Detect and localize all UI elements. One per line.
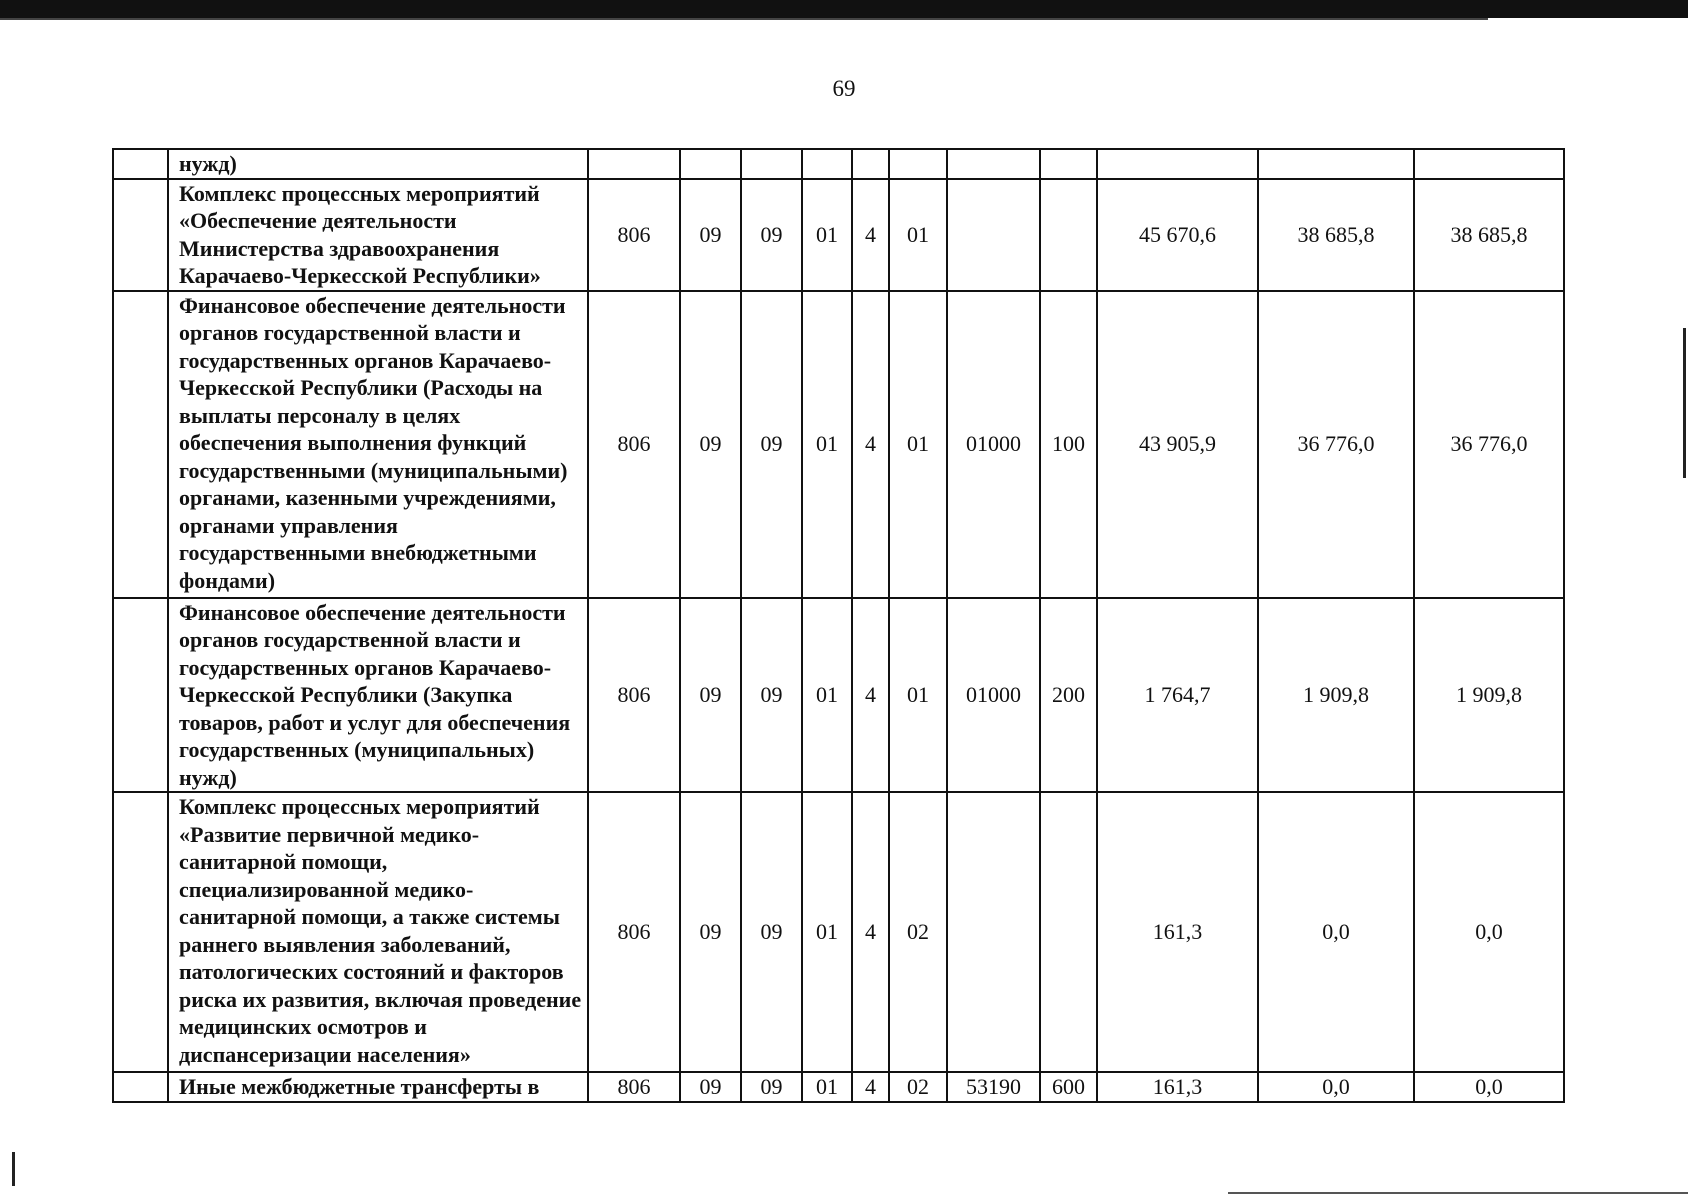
expense-type-cell: 200 xyxy=(1040,598,1097,793)
expense-type-cell xyxy=(1040,179,1097,291)
expense-type-cell: 600 xyxy=(1040,1072,1097,1102)
ministry-code-cell xyxy=(588,149,680,179)
expense-type-cell: 100 xyxy=(1040,291,1097,598)
subsection-code-cell: 09 xyxy=(741,598,802,793)
amount-year1-cell: 161,3 xyxy=(1097,792,1258,1072)
subsection-code-cell: 09 xyxy=(741,792,802,1072)
amount-year3-cell: 1 909,8 xyxy=(1414,598,1564,793)
amount-year3-cell: 36 776,0 xyxy=(1414,291,1564,598)
activity-code-cell: 01 xyxy=(889,291,947,598)
subsection-code-cell xyxy=(741,149,802,179)
row-description: Комплекс процессных мероприятий «Обеспечение деятельности Министерства здравоохранения Карачаево-Черкесской Республики» xyxy=(168,179,588,291)
amount-year1-cell xyxy=(1097,149,1258,179)
ministry-code-cell: 806 xyxy=(588,291,680,598)
activity-code-cell: 02 xyxy=(889,792,947,1072)
row-number-cell xyxy=(113,179,168,291)
program-type-cell: 4 xyxy=(852,792,889,1072)
section-code-cell: 09 xyxy=(680,598,741,793)
direction-code-cell xyxy=(947,149,1040,179)
ministry-code-cell: 806 xyxy=(588,1072,680,1102)
table-row xyxy=(113,598,1564,793)
amount-year3-cell xyxy=(1414,149,1564,179)
table-row xyxy=(113,179,1564,291)
scan-edge-mark-right xyxy=(1683,328,1686,478)
scan-top-border xyxy=(0,0,1688,18)
activity-code-cell: 02 xyxy=(889,1072,947,1102)
scan-edge-mark-left xyxy=(12,1152,15,1186)
ministry-code-cell: 806 xyxy=(588,598,680,793)
row-number-cell xyxy=(113,598,168,793)
amount-year2-cell: 1 909,8 xyxy=(1258,598,1414,793)
program-code-cell xyxy=(802,149,852,179)
table-row xyxy=(113,792,1564,1072)
amount-year2-cell: 36 776,0 xyxy=(1258,291,1414,598)
section-code-cell xyxy=(680,149,741,179)
subsection-code-cell: 09 xyxy=(741,1072,802,1102)
section-code-cell: 09 xyxy=(680,291,741,598)
ministry-code-cell: 806 xyxy=(588,179,680,291)
amount-year1-cell: 43 905,9 xyxy=(1097,291,1258,598)
section-code-cell: 09 xyxy=(680,792,741,1072)
table-row xyxy=(113,149,1564,179)
program-code-cell: 01 xyxy=(802,792,852,1072)
amount-year2-cell xyxy=(1258,149,1414,179)
program-type-cell: 4 xyxy=(852,179,889,291)
amount-year2-cell: 0,0 xyxy=(1258,792,1414,1072)
program-code-cell: 01 xyxy=(802,598,852,793)
activity-code-cell: 01 xyxy=(889,179,947,291)
subsection-code-cell: 09 xyxy=(741,291,802,598)
scan-bottom-line xyxy=(1228,1192,1688,1194)
program-code-cell: 01 xyxy=(802,1072,852,1102)
row-description: Комплекс процессных мероприятий «Развитие первичной медико-санитарной помощи, специализированной медико-санитарной помощи, а также системы раннего выявления заболеваний, патологических состояний и факторов риска их развития, включая проведение медицинских осмотров и диспансеризации населения» xyxy=(168,792,588,1072)
row-number-cell xyxy=(113,149,168,179)
ministry-code-cell: 806 xyxy=(588,792,680,1072)
expense-type-cell xyxy=(1040,792,1097,1072)
section-code-cell: 09 xyxy=(680,1072,741,1102)
program-type-cell: 4 xyxy=(852,1072,889,1102)
table-row xyxy=(113,1072,1564,1102)
amount-year2-cell: 38 685,8 xyxy=(1258,179,1414,291)
amount-year1-cell: 45 670,6 xyxy=(1097,179,1258,291)
amount-year3-cell: 0,0 xyxy=(1414,792,1564,1072)
row-description: Финансовое обеспечение деятельности органов государственной власти и государственных органов Карачаево-Черкесской Республики (Закупка товаров, работ и услуг для обеспечения государственных (муниципальных) нужд) xyxy=(168,598,588,793)
row-description: Финансовое обеспечение деятельности органов государственной власти и государственных органов Карачаево-Черкесской Республики (Расходы на выплаты персоналу в целях обеспечения выполнения функций государственными (муниципальными) органами, казенными учреждениями, органами управления государственными внебюджетными фондами) xyxy=(168,291,588,598)
amount-year3-cell: 0,0 xyxy=(1414,1072,1564,1102)
subsection-code-cell: 09 xyxy=(741,179,802,291)
direction-code-cell: 01000 xyxy=(947,291,1040,598)
amount-year2-cell: 0,0 xyxy=(1258,1072,1414,1102)
amount-year1-cell: 1 764,7 xyxy=(1097,598,1258,793)
section-code-cell: 09 xyxy=(680,179,741,291)
program-code-cell: 01 xyxy=(802,291,852,598)
row-number-cell xyxy=(113,1072,168,1102)
program-type-cell xyxy=(852,149,889,179)
direction-code-cell xyxy=(947,792,1040,1072)
direction-code-cell: 01000 xyxy=(947,598,1040,793)
row-number-cell xyxy=(113,792,168,1072)
row-number-cell xyxy=(113,291,168,598)
table-row xyxy=(113,291,1564,598)
expense-type-cell xyxy=(1040,149,1097,179)
activity-code-cell xyxy=(889,149,947,179)
direction-code-cell: 53190 xyxy=(947,1072,1040,1102)
program-type-cell: 4 xyxy=(852,291,889,598)
scan-top-border-thin xyxy=(0,18,1488,20)
page-number: 69 xyxy=(832,76,856,101)
row-description: Иные межбюджетные трансферты в xyxy=(168,1072,588,1102)
program-type-cell: 4 xyxy=(852,598,889,793)
program-code-cell: 01 xyxy=(802,179,852,291)
row-description: нужд) xyxy=(168,149,588,179)
direction-code-cell xyxy=(947,179,1040,291)
amount-year1-cell: 161,3 xyxy=(1097,1072,1258,1102)
activity-code-cell: 01 xyxy=(889,598,947,793)
amount-year3-cell: 38 685,8 xyxy=(1414,179,1564,291)
budget-table xyxy=(112,148,1565,1103)
